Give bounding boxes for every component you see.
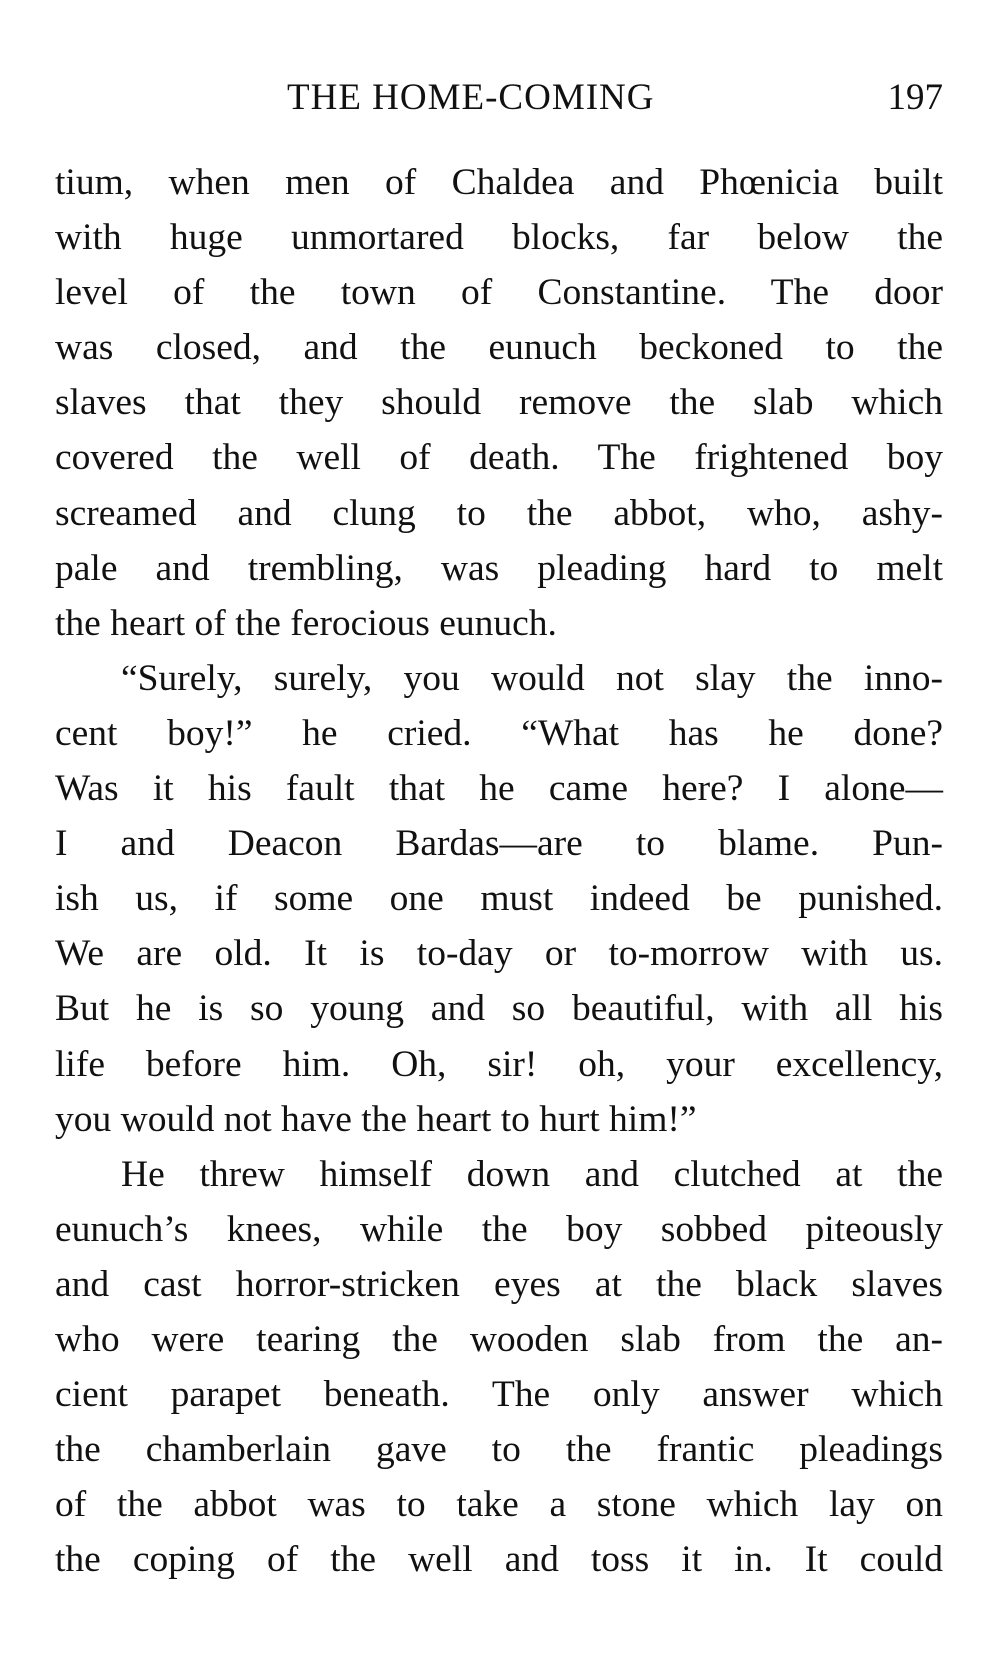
- text-line: But he is so young and so beautiful, with all his: [55, 988, 943, 1030]
- text-line: cient parapet beneath. The only answer which: [55, 1374, 943, 1416]
- text-line: I and Deacon Bardas—are to blame. Pun-: [55, 823, 943, 865]
- body-text: [55, 155, 943, 1587]
- text-line: slaves that they should remove the slab which: [55, 382, 943, 424]
- text-line: “Surely, surely, you would not slay the inno-: [121, 657, 943, 699]
- text-line: We are old. It is to-day or to-morrow with us.: [55, 933, 943, 975]
- text-line: pale and trembling, was pleading hard to melt: [55, 547, 943, 589]
- text-line: with huge unmortared blocks, far below the: [55, 217, 943, 259]
- text-line: ish us, if some one must indeed be punished.: [55, 878, 943, 920]
- text-line: you would not have the heart to hurt him!”: [55, 1098, 697, 1140]
- text-line: He threw himself down and clutched at the: [121, 1153, 943, 1195]
- text-line: level of the town of Constantine. The door: [55, 272, 943, 314]
- running-title: THE HOME-COMING: [287, 77, 655, 118]
- text-line: screamed and clung to the abbot, who, ashy-: [55, 492, 943, 534]
- text-line: who were tearing the wooden slab from the an-: [55, 1318, 943, 1360]
- text-line: the coping of the well and toss it in. It could: [55, 1539, 943, 1581]
- text-line: of the abbot was to take a stone which lay on: [55, 1484, 943, 1526]
- text-line: covered the well of death. The frightened boy: [55, 437, 943, 479]
- text-line: cent boy!” he cried. “What has he done?: [55, 712, 943, 754]
- text-line: was closed, and the eunuch beckoned to the: [55, 327, 943, 369]
- running-head: [55, 76, 943, 124]
- text-line: eunuch’s knees, while the boy sobbed piteously: [55, 1208, 943, 1250]
- text-line: the heart of the ferocious eunuch.: [55, 602, 557, 644]
- text-line: tium, when men of Chaldea and Phœnicia built: [55, 162, 943, 203]
- text-line: the chamberlain gave to the frantic pleadings: [55, 1429, 943, 1471]
- text-line: Was it his fault that he came here? I alone—: [55, 768, 943, 810]
- text-line: life before him. Oh, sir! oh, your excellency,: [55, 1043, 943, 1085]
- page-number: 197: [887, 77, 943, 118]
- text-line: and cast horror-stricken eyes at the black slaves: [55, 1263, 943, 1305]
